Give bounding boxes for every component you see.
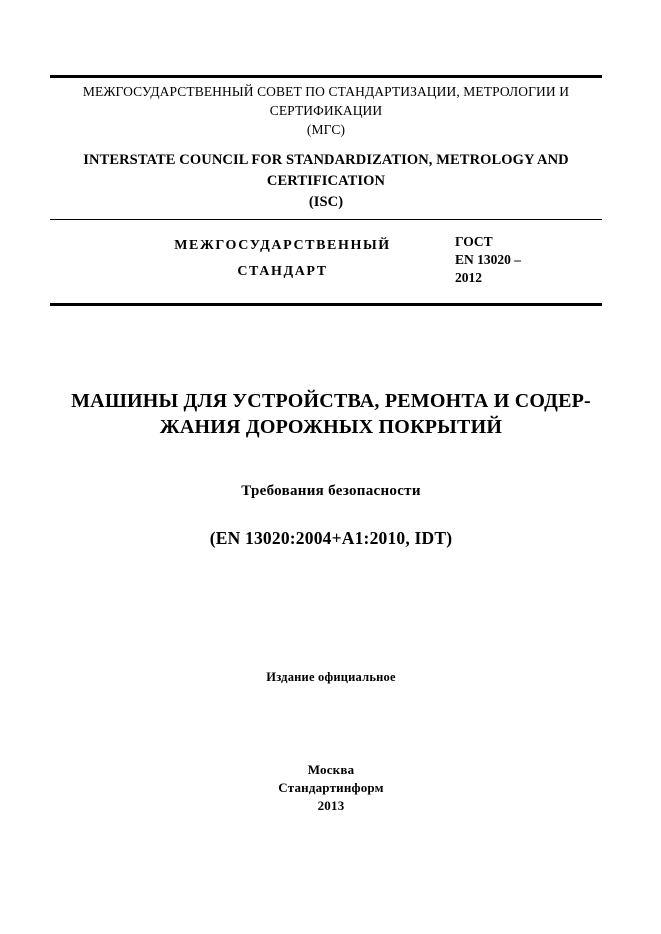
masthead-russian <box>50 82 602 139</box>
standard-code <box>455 233 605 287</box>
standard-kind-line-1: МЕЖГОСУДАРСТВЕННЫЙ <box>174 238 391 253</box>
page-title-line-1: МАШИНЫ ДЛЯ УСТРОЙСТВА, РЕМОНТА И СОДЕР- <box>71 390 591 412</box>
masthead-russian-line-1: МЕЖГОСУДАРСТВЕННЫЙ СОВЕТ ПО СТАНДАРТИЗАЦИИ, МЕТРОЛОГИИ <box>82 84 556 99</box>
official-edition-note: Издание официальное <box>266 670 396 684</box>
imprint-year: 2013 <box>317 798 345 813</box>
designation-bottom-rule <box>50 303 602 306</box>
standard-code-line-3: 2012 <box>455 270 482 285</box>
standard-code-line-1: ГОСТ <box>455 234 493 249</box>
masthead-top-rule <box>50 75 602 78</box>
masthead-english <box>50 150 602 213</box>
publisher-imprint <box>50 761 612 815</box>
masthead-russian-abbreviation: (МГС) <box>306 122 346 137</box>
page-title-line-2: ЖАНИЯ ДОРОЖНЫХ ПОКРЫТИЙ <box>159 416 503 438</box>
standard-kind-line-2: СТАНДАРТ <box>237 264 328 279</box>
standard-equivalence-reference: (EN 13020:2004+A1:2010, IDT) <box>209 528 453 548</box>
masthead-english-line-1: INTERSTATE COUNCIL FOR STANDARDIZATION, METROLOGY AND <box>83 152 569 168</box>
standard-designation-block <box>50 233 602 295</box>
imprint-city: Москва <box>307 762 355 777</box>
standard-code-line-2: EN 13020 – <box>455 252 522 267</box>
page-title <box>50 388 612 440</box>
page-subtitle: Требования безопасности <box>241 483 421 499</box>
masthead-english-abbreviation: (ISC) <box>308 194 344 210</box>
masthead-bottom-rule <box>50 219 602 220</box>
masthead-english-line-2: CERTIFICATION <box>266 173 386 189</box>
standard-kind-label <box>145 233 420 285</box>
masthead-russian-line-2: И СЕРТИФИКАЦИИ <box>269 84 570 118</box>
imprint-publisher: Стандартинформ <box>278 780 384 795</box>
